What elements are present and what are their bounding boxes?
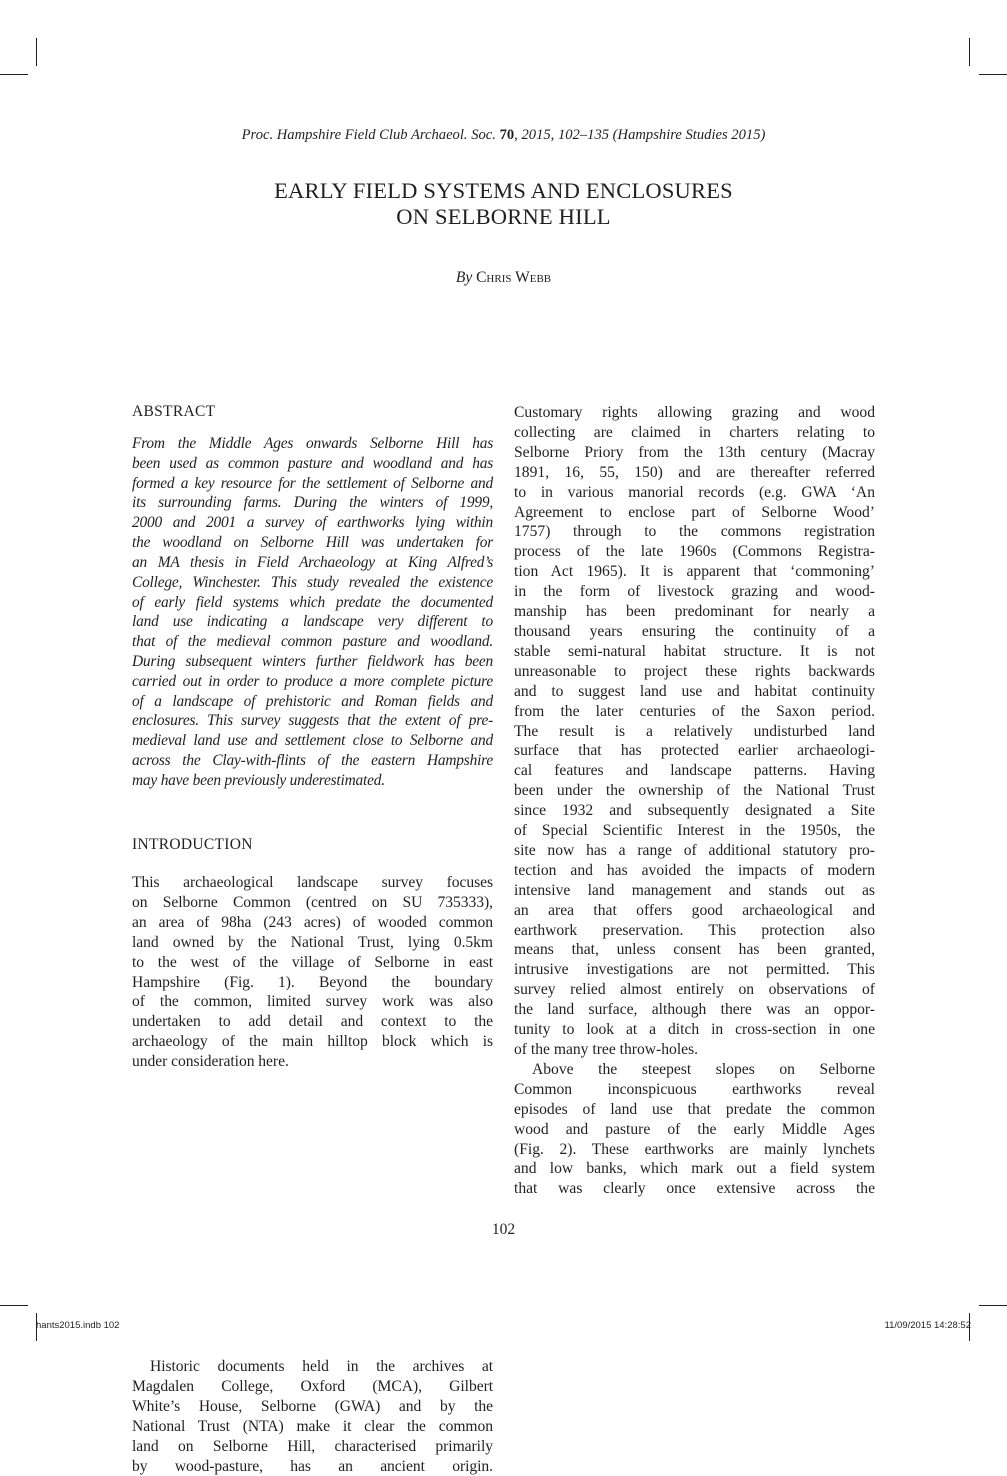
article-title [0, 178, 1007, 230]
abstract-line: 2000 and 2001 a survey of earthworks lying within [132, 514, 493, 532]
body-line: thousand years ensuring the continuity of a [514, 622, 875, 640]
introduction-heading: INTRODUCTION [132, 836, 253, 853]
body-line: to in various manorial records (e.g. GWA ‘An [514, 483, 875, 501]
body-line: that was clearly once extensive across the [514, 1180, 875, 1198]
crop-mark [0, 1305, 28, 1306]
abstract-line: an MA thesis in Field Archaeology at King Alfred’s [132, 553, 493, 571]
body-line: of the many tree throw-holes. [514, 1041, 699, 1058]
abstract-line: During subsequent winters further fieldwork has been [132, 652, 493, 670]
body-line: and to suggest land use and habitat continuity [514, 682, 875, 700]
body-line: cal features and landscape patterns. Having [514, 762, 875, 780]
body-line: means that, unless consent has been granted, [514, 941, 875, 959]
body-line: process of the late 1960s (Commons Registra- [514, 543, 875, 561]
citation-prefix: Proc. Hampshire Field Club Archaeol. Soc. [241, 127, 496, 143]
right-paragraph-2 [514, 1060, 875, 1199]
body-line: an area of 98ha (243 acres) of wooded common [132, 913, 493, 931]
body-line: tion Act 1965). It is apparent that ‘commoning’ [514, 563, 875, 581]
body-line: of Special Scientific Interest in the 1950s, the [514, 822, 875, 840]
body-line: land owned by the National Trust, lying 0.5km [132, 933, 493, 951]
body-line: tunity to look at a ditch in cross-section in one [514, 1021, 875, 1039]
body-line: archaeology of the main hilltop block which is [132, 1033, 493, 1051]
body-line: collecting are claimed in charters relating to [514, 423, 875, 441]
body-line: the land surface, although there was an oppor- [514, 1001, 875, 1019]
body-line: unreasonable to project these rights backwards [514, 662, 875, 680]
crop-mark [36, 38, 37, 66]
slug-date: 11/09/2015 14:28:52 [884, 1320, 971, 1331]
abstract-text [132, 434, 493, 791]
abstract-line: that of the medieval common pasture and woodland. [132, 633, 493, 651]
body-line: under consideration here. [132, 1053, 289, 1071]
byline [0, 269, 1007, 287]
body-line: in the form of livestock grazing and wood- [514, 583, 875, 601]
abstract-line: may have been previously underestimated. [132, 771, 385, 789]
journal-citation [0, 127, 1007, 144]
body-line: since 1932 and subsequently designated a Site [514, 802, 875, 820]
body-line: survey relied almost entirely on observations of [514, 981, 875, 999]
body-line: Historic documents held in the archives at [150, 1358, 493, 1375]
body-line: intrusive investigations are not permitted. This [514, 961, 875, 979]
body-line: 1891, 16, 55, 150) and are thereafter referred [514, 463, 875, 481]
abstract-line: the woodland on Selborne Hill was undertaken for [132, 534, 493, 552]
body-line: by wood-pasture, has an ancient origin. [132, 1457, 493, 1475]
body-line: (Fig. 2). These earthworks are mainly lynchets [514, 1140, 875, 1158]
body-line: surface that has protected earlier archaeologi- [514, 742, 875, 760]
body-line: Above the steepest slopes on Selborne [532, 1060, 875, 1078]
body-line: The result is a relatively undisturbed land [514, 722, 875, 740]
body-line: stable semi-natural habitat structure. It is not [514, 642, 875, 660]
right-column [514, 403, 875, 1199]
body-line: Hampshire (Fig. 1). Beyond the boundary [132, 973, 493, 991]
abstract-line: land use indicating a landscape very different to [132, 613, 493, 631]
byline-by: By [455, 269, 473, 286]
body-line: Agreement to enclose part of Selborne Wood’ [514, 503, 875, 521]
body-line: and low banks, which mark out a field system [514, 1160, 875, 1178]
body-line: earthwork preservation. This protection also [514, 921, 875, 939]
page-number: 102 [491, 1221, 516, 1238]
abstract-heading: ABSTRACT [132, 403, 216, 420]
body-line: manship has been predominant for nearly a [514, 603, 875, 621]
abstract-line: carried out in order to produce a more complete picture [132, 672, 493, 690]
body-line: Customary rights allowing grazing and wood [514, 404, 875, 421]
abstract-line: been used as common pasture and woodland and has [132, 454, 493, 472]
body-line: from the later centuries of the Saxon period. [514, 702, 875, 720]
abstract-line: of early field systems which predate the documented [132, 593, 493, 611]
title-line-1: EARLY FIELD SYSTEMS AND ENCLOSURES [274, 178, 733, 203]
abstract-line: of a landscape of prehistoric and Roman fields and [132, 692, 493, 710]
left-column [132, 402, 493, 1475]
body-line: undertaken to add detail and context to the [132, 1013, 493, 1031]
citation-volume: 70 [499, 127, 515, 143]
body-line: an area that offers good archaeological and [514, 901, 875, 919]
abstract-line: across the Clay-with-flints of the eastern Hampshire [132, 752, 493, 769]
abstract-line: medieval land use and settlement close to Selborne and [132, 732, 493, 750]
abstract-line: its surrounding farms. During the winters of 1999, [132, 494, 493, 512]
body-line: intensive land management and stands out as [514, 881, 875, 899]
citation-suffix: , 2015, 102–135 (Hampshire Studies 2015) [514, 127, 766, 143]
body-line: land on Selborne Hill, characterised primarily [132, 1437, 493, 1455]
body-line: 1757) through to the commons registration [514, 523, 875, 541]
author-name: Chris Webb [476, 269, 552, 286]
right-paragraph-1 [514, 403, 875, 1060]
body-line: site now has a range of additional statutory pro- [514, 841, 875, 859]
abstract-line: enclosures. This survey suggests that the extent of pre- [132, 712, 493, 730]
crop-mark [979, 1305, 1007, 1306]
body-line: This archaeological landscape survey focuses [132, 874, 493, 891]
body-line: episodes of land use that predate the common [514, 1100, 875, 1118]
body-line: of the common, limited survey work was also [132, 993, 493, 1011]
slug-file: hants2015.indb 102 [36, 1320, 120, 1331]
abstract-line: College, Winchester. This study revealed the existence [132, 573, 493, 591]
abstract-line: formed a key resource for the settlement of Selborne and [132, 474, 493, 492]
body-line: White’s House, Selborne (GWA) and by the [132, 1397, 493, 1415]
body-line: been under the ownership of the National Trust [514, 782, 875, 800]
crop-mark [0, 74, 28, 75]
body-line: Magdalen College, Oxford (MCA), Gilbert [132, 1377, 493, 1395]
body-line: to the west of the village of Selborne in east [132, 953, 493, 971]
introduction-paragraph-1 [132, 873, 493, 1072]
body-line: wood and pasture of the early Middle Ages [514, 1120, 875, 1138]
title-line-2: ON SELBORNE HILL [396, 204, 611, 229]
body-line: Selborne Priory from the 13th century (Macray [514, 443, 875, 461]
body-line: tection and has avoided the impacts of modern [514, 861, 875, 879]
body-line: on Selborne Common (centred on SU 735333), [132, 893, 493, 911]
body-line: Common inconspicuous earthworks reveal [514, 1080, 875, 1098]
introduction-paragraph-2 [132, 1357, 493, 1476]
abstract-line: From the Middle Ages onwards Selborne Hill has [132, 435, 493, 452]
crop-mark [969, 38, 970, 66]
body-line: National Trust (NTA) make it clear the common [132, 1417, 493, 1435]
crop-mark [979, 74, 1007, 75]
